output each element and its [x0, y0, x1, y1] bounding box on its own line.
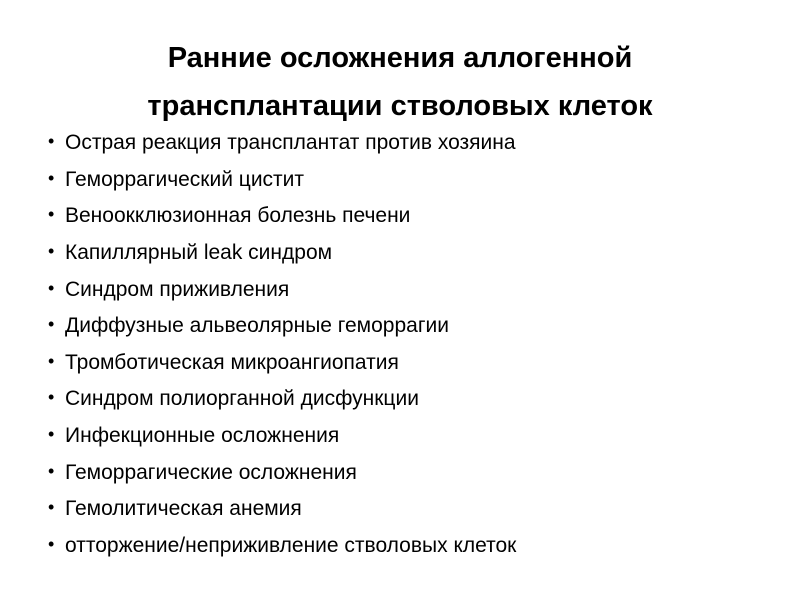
list-item	[48, 454, 778, 491]
list-item	[48, 491, 778, 528]
title-line-2: трансплантации стволовых клеток	[147, 90, 653, 122]
bullet-dot-icon: •	[48, 131, 55, 152]
list-item	[48, 235, 778, 272]
bullet-dot-icon: •	[48, 241, 55, 262]
list-item	[48, 528, 778, 565]
bullet-dot-icon: •	[48, 350, 55, 371]
list-item	[48, 381, 778, 418]
bullet-list	[48, 125, 778, 564]
bullet-dot-icon: •	[48, 314, 55, 335]
list-item-text: Геморрагический цистит	[65, 167, 305, 191]
title-line-1: Ранние осложнения аллогенной	[167, 42, 633, 74]
list-item	[48, 345, 778, 382]
list-item-text: Капиллярный leak синдром	[65, 241, 333, 265]
bullet-dot-icon: •	[48, 204, 55, 225]
bullet-dot-icon: •	[48, 497, 55, 518]
list-item-text: Тромботическая микроангиопатия	[65, 350, 399, 374]
bullet-dot-icon: •	[48, 167, 55, 188]
bullet-dot-icon: •	[48, 277, 55, 298]
list-item-text: Синдром полиорганной дисфункции	[65, 387, 419, 411]
list-item-text: Геморрагические осложнения	[65, 460, 357, 484]
list-item	[48, 162, 778, 199]
bullet-dot-icon: •	[48, 424, 55, 445]
list-item-text: Веноокклюзионная болезнь печени	[65, 204, 411, 228]
bullet-dot-icon: •	[48, 387, 55, 408]
list-item	[48, 198, 778, 235]
list-item	[48, 271, 778, 308]
list-item-text: Диффузные альвеолярные геморрагии	[65, 314, 449, 338]
bullet-dot-icon: •	[48, 460, 55, 481]
list-item-text: отторжение/неприживление стволовых клеток	[65, 533, 517, 557]
list-item	[48, 308, 778, 345]
slide-title	[40, 34, 760, 130]
list-item	[48, 418, 778, 455]
list-item	[48, 125, 778, 162]
list-item-text: Гемолитическая анемия	[65, 497, 302, 521]
list-item-text: Инфекционные осложнения	[65, 424, 340, 448]
list-item-text: Синдром приживления	[65, 277, 290, 301]
list-item-text: Острая реакция трансплантат против хозяина	[65, 131, 516, 155]
bullet-dot-icon: •	[48, 533, 55, 554]
